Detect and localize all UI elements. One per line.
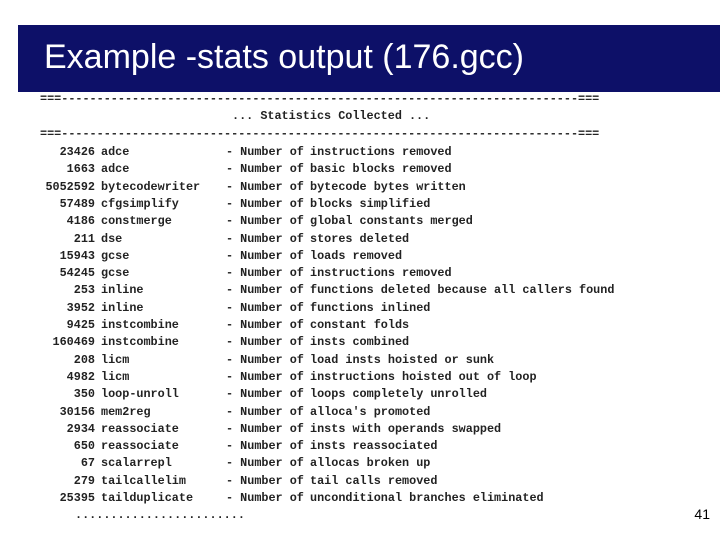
stat-number-of: - Number of [226, 404, 304, 419]
stat-count: 2934 [66, 421, 95, 436]
stat-number-of: - Number of [226, 266, 304, 281]
stat-number-of: - Number of [226, 179, 304, 194]
stat-pass-name: gcse [101, 248, 130, 263]
stat-description: unconditional branches eliminated [310, 491, 544, 505]
stat-number-of: - Number of [226, 421, 304, 436]
stat-count: 4186 [66, 214, 95, 229]
stat-description: basic blocks removed [310, 162, 452, 177]
stat-row [0, 386, 720, 403]
stat-description: tail calls removed [310, 473, 438, 488]
stat-number-of: - Number of [226, 387, 304, 402]
stat-description: insts combined [310, 335, 410, 350]
stat-description: bytecode bytes written [310, 179, 466, 194]
stat-pass-name: instcombine [101, 318, 179, 332]
stat-pass-name: cfgsimplify [101, 196, 179, 211]
stat-number-of: - Number of [226, 248, 304, 263]
stat-description: insts with operands swapped [310, 421, 502, 436]
stat-row [0, 404, 720, 421]
stat-description: constant folds [310, 318, 410, 332]
stat-description: load insts hoisted or sunk [310, 352, 495, 367]
stat-pass-name: constmerge [101, 214, 172, 229]
stat-count: 208 [73, 352, 95, 367]
stat-number-of: - Number of [226, 369, 304, 384]
stat-pass-name: licm [101, 369, 130, 384]
stat-count: 30156 [59, 404, 95, 419]
stat-number-of: - Number of [226, 196, 304, 211]
stat-row [0, 455, 720, 472]
stat-description: global constants merged [310, 214, 473, 229]
stat-row [0, 248, 720, 265]
stat-count: 3952 [66, 300, 95, 315]
stat-row [0, 282, 720, 299]
stat-pass-name: reassociate [101, 421, 179, 436]
stat-description: instructions removed [310, 266, 452, 281]
stat-pass-name: tailcallelim [101, 473, 186, 488]
stat-pass-name: tailduplicate [101, 491, 194, 505]
stat-row [0, 490, 720, 507]
stat-description: functions inlined [310, 300, 431, 315]
stat-row [0, 369, 720, 386]
stat-pass-name: scalarrepl [101, 456, 172, 471]
stat-pass-name: loop-unroll [101, 387, 179, 402]
stat-count: 211 [73, 231, 95, 246]
stat-row [0, 213, 720, 230]
stat-count: 9425 [66, 318, 95, 332]
separator-line-bottom: ===-------------------------------------------------------------------------=== [40, 127, 600, 141]
title-bar [18, 25, 720, 92]
stat-count: 160469 [52, 335, 95, 350]
stat-number-of: - Number of [226, 352, 304, 367]
stat-count: 67 [80, 456, 95, 471]
stat-row [0, 265, 720, 282]
stat-number-of: - Number of [226, 318, 304, 332]
stat-number-of: - Number of [226, 145, 304, 159]
stat-number-of: - Number of [226, 456, 304, 471]
stat-number-of: - Number of [226, 162, 304, 177]
stat-number-of: - Number of [226, 439, 304, 454]
stat-row [0, 196, 720, 213]
stat-pass-name: adce [101, 145, 130, 159]
stat-count: 5052592 [45, 179, 95, 194]
stat-row [0, 300, 720, 317]
stat-pass-name: gcse [101, 266, 130, 281]
stat-count: 25395 [59, 491, 95, 505]
stat-pass-name: instcombine [101, 335, 179, 350]
stat-description: loads removed [310, 248, 403, 263]
stat-count: 23426 [59, 145, 95, 159]
stat-pass-name: dse [101, 231, 123, 246]
stat-count: 57489 [59, 196, 95, 211]
stat-description: instructions removed [310, 145, 452, 159]
separator-line-top: ===-------------------------------------------------------------------------=== [40, 92, 600, 106]
stat-number-of: - Number of [226, 214, 304, 229]
stat-pass-name: inline [101, 300, 144, 315]
slide-title: Example -stats output (176.gcc) [44, 38, 525, 76]
stat-pass-name: adce [101, 162, 130, 177]
stat-row [0, 231, 720, 248]
stat-count: 4982 [66, 369, 95, 384]
stat-pass-name: bytecodewriter [101, 179, 201, 194]
stat-pass-name: inline [101, 283, 144, 298]
stat-description: loops completely unrolled [310, 387, 487, 402]
page-number: 41 [694, 506, 710, 522]
stat-row [0, 317, 720, 334]
stat-number-of: - Number of [226, 491, 304, 505]
stat-row [0, 179, 720, 196]
stat-count: 279 [73, 473, 95, 488]
stat-row [0, 144, 720, 161]
stat-count: 1663 [66, 162, 95, 177]
stat-description: instructions hoisted out of loop [310, 369, 537, 384]
stat-row [0, 352, 720, 369]
stat-number-of: - Number of [226, 473, 304, 488]
stat-row [0, 161, 720, 178]
stat-description: insts reassociated [310, 439, 438, 454]
stat-pass-name: mem2reg [101, 404, 151, 419]
stat-description: allocas broken up [310, 456, 431, 471]
ellipsis: ........................ [75, 508, 245, 522]
stat-description: functions deleted because all callers found [310, 283, 615, 298]
stat-count: 54245 [59, 266, 95, 281]
stat-row [0, 334, 720, 351]
stat-number-of: - Number of [226, 231, 304, 246]
stats-header: ... Statistics Collected ... [232, 109, 431, 123]
stat-row [0, 473, 720, 490]
stat-number-of: - Number of [226, 335, 304, 350]
stat-row [0, 438, 720, 455]
stat-count: 650 [73, 439, 95, 454]
stat-count: 253 [73, 283, 95, 298]
stat-description: blocks simplified [310, 196, 431, 211]
stat-count: 350 [73, 387, 95, 402]
stat-description: alloca's promoted [310, 404, 431, 419]
stat-count: 15943 [59, 248, 95, 263]
stat-pass-name: reassociate [101, 439, 179, 454]
stat-number-of: - Number of [226, 300, 304, 315]
stat-number-of: - Number of [226, 283, 304, 298]
stat-description: stores deleted [310, 231, 410, 246]
stat-row [0, 421, 720, 438]
stat-pass-name: licm [101, 352, 130, 367]
